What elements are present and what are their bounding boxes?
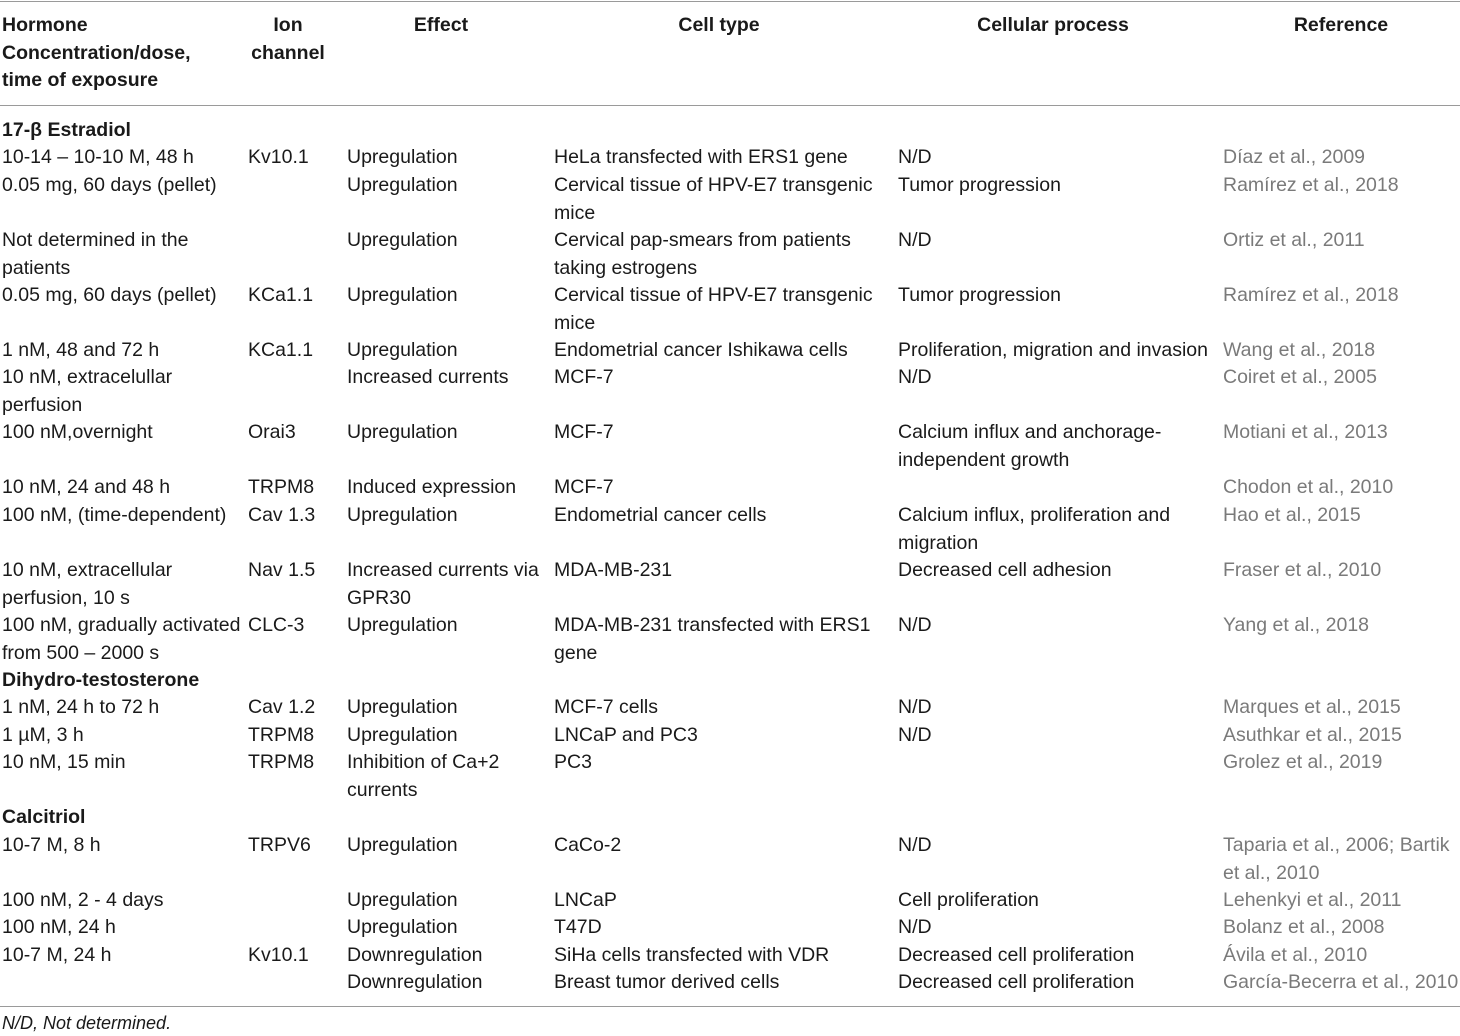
reference-cell: Bolanz et al., 2008 xyxy=(1223,916,1385,938)
dose-cell: 10 nM, 15 min xyxy=(2,751,126,773)
ion-channel-cell: TRPM8 xyxy=(248,751,315,773)
ion-channel-cell: Kv10.1 xyxy=(248,146,309,168)
cellular-process-cell: Decreased cell adhesion xyxy=(898,559,1112,581)
cellular-process-cell: N/D xyxy=(898,146,932,168)
cell-type-cell: Cervical tissue of HPV-E7 transgenic mice xyxy=(554,284,873,334)
ion-channel-cell: KCa1.1 xyxy=(248,339,314,361)
dose-cell: Not determined in the patients xyxy=(2,229,189,279)
effect-cell: Downregulation xyxy=(347,971,483,993)
effect-cell: Downregulation xyxy=(347,944,483,966)
ion-channel-cell: Cav 1.3 xyxy=(248,504,316,526)
effect-cell: Upregulation xyxy=(347,229,458,251)
dose-cell: 1 µM, 3 h xyxy=(2,724,84,746)
reference-cell: Ramírez et al., 2018 xyxy=(1223,174,1399,196)
reference-cell: Ortiz et al., 2011 xyxy=(1223,229,1365,251)
cellular-process-cell: N/D xyxy=(898,696,932,718)
dose-cell: 0.05 mg, 60 days (pellet) xyxy=(2,284,217,306)
effect-cell: Inhibition of Ca+2 currents xyxy=(347,751,500,801)
ion-channel-cell: Kv10.1 xyxy=(248,944,309,966)
reference-cell: Coiret et al., 2005 xyxy=(1223,366,1377,388)
cell-type-cell: LNCaP and PC3 xyxy=(554,724,698,746)
dose-cell: 100 nM, 24 h xyxy=(2,916,116,938)
cell-type-cell: MCF-7 cells xyxy=(554,696,659,718)
cell-type-cell: HeLa transfected with ERS1 gene xyxy=(554,146,848,168)
group-heading: 17-β Estradiol xyxy=(2,119,131,141)
header-ion-channel: Ion channel xyxy=(251,14,325,64)
ion-channel-cell: Cav 1.2 xyxy=(248,696,316,718)
dose-cell: 10 nM, 24 and 48 h xyxy=(2,476,171,498)
cellular-process-cell: Decreased cell proliferation xyxy=(898,944,1135,966)
header-cellular-process: Cellular process xyxy=(977,14,1129,36)
cell-type-cell: MDA-MB-231 transfected with ERS1 gene xyxy=(554,614,871,664)
header-cell-type: Cell type xyxy=(678,14,760,36)
cell-type-cell: PC3 xyxy=(554,751,592,773)
cellular-process-cell: N/D xyxy=(898,834,932,856)
ion-channel-cell: TRPM8 xyxy=(248,476,315,498)
effect-cell: Upregulation xyxy=(347,696,458,718)
effect-cell: Upregulation xyxy=(347,504,458,526)
reference-cell: Marques et al., 2015 xyxy=(1223,696,1401,718)
dose-cell: 100 nM, (time-dependent) xyxy=(2,504,227,526)
effect-cell: Upregulation xyxy=(347,724,458,746)
table-footnote: N/D, Not determined. xyxy=(2,1013,172,1033)
reference-cell: Wang et al., 2018 xyxy=(1223,339,1376,361)
effect-cell: Upregulation xyxy=(347,421,458,443)
dose-cell: 1 nM, 24 h to 72 h xyxy=(2,696,160,718)
header-hormone: Hormone Concentration/dose, time of exposure xyxy=(2,14,191,91)
dose-cell: 10-14 – 10-10 M, 48 h xyxy=(2,146,194,168)
cell-type-cell: Endometrial cancer cells xyxy=(554,504,767,526)
reference-cell: Motiani et al., 2013 xyxy=(1223,421,1388,443)
top-rule xyxy=(0,1,1460,2)
group-heading: Dihydro-testosterone xyxy=(2,669,200,691)
effect-cell: Upregulation xyxy=(347,614,458,636)
reference-cell: Asuthkar et al., 2015 xyxy=(1223,724,1402,746)
dose-cell: 100 nM,overnight xyxy=(2,421,153,443)
bottom-rule xyxy=(0,1006,1460,1007)
reference-cell: Lehenkyi et al., 2011 xyxy=(1223,889,1402,911)
ion-channel-cell: TRPV6 xyxy=(248,834,311,856)
cellular-process-cell: N/D xyxy=(898,229,932,251)
header-reference: Reference xyxy=(1293,14,1389,36)
effect-cell: Increased currents via GPR30 xyxy=(347,559,539,609)
cell-type-cell: Breast tumor derived cells xyxy=(554,971,780,993)
cellular-process-cell: N/D xyxy=(898,614,932,636)
reference-cell: Ávila et al., 2010 xyxy=(1223,944,1368,966)
dose-cell: 10-7 M, 8 h xyxy=(2,834,101,856)
effect-cell: Upregulation xyxy=(347,916,458,938)
reference-cell: Grolez et al., 2019 xyxy=(1223,751,1383,773)
reference-cell: Ramírez et al., 2018 xyxy=(1223,284,1399,306)
ion-channel-cell: KCa1.1 xyxy=(248,284,314,306)
group-heading: Calcitriol xyxy=(2,806,86,828)
cell-type-cell: T47D xyxy=(554,916,602,938)
cell-type-cell: MDA-MB-231 xyxy=(554,559,673,581)
dose-cell: 10-7 M, 24 h xyxy=(2,944,112,966)
header-effect: Effect xyxy=(413,14,469,36)
cell-type-cell: CaCo-2 xyxy=(554,834,622,856)
effect-cell: Upregulation xyxy=(347,339,458,361)
cell-type-cell: Cervical pap-smears from patients taking estrogens xyxy=(554,229,851,279)
reference-cell: Yang et al., 2018 xyxy=(1223,614,1370,636)
ion-channel-cell: CLC-3 xyxy=(248,614,305,636)
cell-type-cell: Endometrial cancer Ishikawa cells xyxy=(554,339,848,361)
cellular-process-cell: Calcium influx, proliferation and migration xyxy=(898,504,1171,554)
dose-cell: 10 nM, extracelullar perfusion xyxy=(2,366,173,416)
header-rule xyxy=(0,105,1460,106)
effect-cell: Induced expression xyxy=(347,476,517,498)
cell-type-cell: SiHa cells transfected with VDR xyxy=(554,944,830,966)
reference-cell: Díaz et al., 2009 xyxy=(1223,146,1366,168)
dose-cell: 0.05 mg, 60 days (pellet) xyxy=(2,174,217,196)
ion-channel-cell: TRPM8 xyxy=(248,724,315,746)
cell-type-cell: LNCaP xyxy=(554,889,617,911)
effect-cell: Upregulation xyxy=(347,146,458,168)
effect-cell: Upregulation xyxy=(347,284,458,306)
reference-cell: Taparia et al., 2006; Bartik et al., 2010 xyxy=(1223,834,1450,884)
dose-cell: 10 nM, extracellular perfusion, 10 s xyxy=(2,559,173,609)
cellular-process-cell: N/D xyxy=(898,366,932,388)
cellular-process-cell: Decreased cell proliferation xyxy=(898,971,1135,993)
ion-channel-cell: Nav 1.5 xyxy=(248,559,316,581)
reference-cell: Fraser et al., 2010 xyxy=(1223,559,1382,581)
cellular-process-cell: Calcium influx and anchorage-independent growth xyxy=(898,421,1162,471)
cell-type-cell: MCF-7 xyxy=(554,366,614,388)
dose-cell: 100 nM, gradually activated from 500 – 2000 s xyxy=(2,614,241,664)
dose-cell: 100 nM, 2 - 4 days xyxy=(2,889,164,911)
reference-cell: Hao et al., 2015 xyxy=(1223,504,1361,526)
cellular-process-cell: Cell proliferation xyxy=(898,889,1039,911)
cell-type-cell: Cervical tissue of HPV-E7 transgenic mice xyxy=(554,174,873,224)
cellular-process-cell: N/D xyxy=(898,916,932,938)
cellular-process-cell: Proliferation, migration and invasion xyxy=(898,339,1209,361)
cell-type-cell: MCF-7 xyxy=(554,476,614,498)
effect-cell: Upregulation xyxy=(347,174,458,196)
reference-cell: García-Becerra et al., 2010 xyxy=(1223,971,1459,993)
effect-cell: Upregulation xyxy=(347,889,458,911)
cellular-process-cell: Tumor progression xyxy=(898,174,1061,196)
cellular-process-cell: Tumor progression xyxy=(898,284,1061,306)
effect-cell: Increased currents xyxy=(347,366,509,388)
ion-channel-cell: Orai3 xyxy=(248,421,296,443)
cell-type-cell: MCF-7 xyxy=(554,421,614,443)
reference-cell: Chodon et al., 2010 xyxy=(1223,476,1394,498)
dose-cell: 1 nM, 48 and 72 h xyxy=(2,339,160,361)
effect-cell: Upregulation xyxy=(347,834,458,856)
cellular-process-cell: N/D xyxy=(898,724,932,746)
